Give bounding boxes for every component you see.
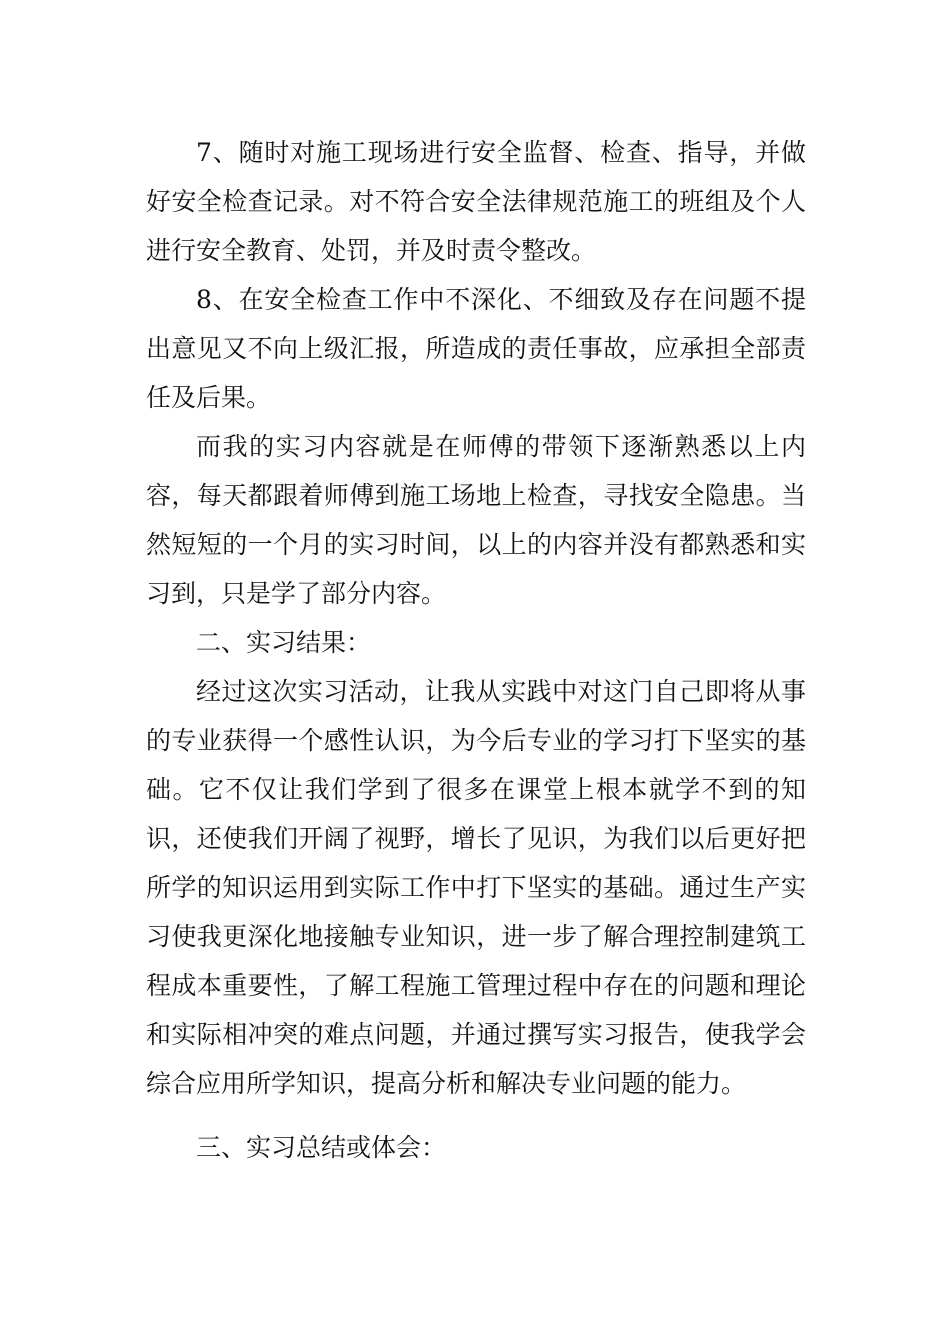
section-heading-summary: 三、实习总结或体会：: [196, 1133, 447, 1162]
paragraph-internship-results: 经过这次实习活动，让我从实践中对这门自己即将从事的专业获得一个感性认识，为今后专业的学习打下坚实的基础。它不仅让我们学到了很多在课堂上根本就学不到的知识，还使我们开阔了视野，增长了见识，为我们以后更好把所学的知识运用到实际工作中打下坚实的基础。通过生产实习使我更深化地接触专业知识，进一步了解合理控制建筑工程成本重要性，了解工程施工管理过程中存在的问题和理论和实际相冲突的难点问题，并通过撰写实习报告，使我学会综合应用所学知识，提高分析和解决专业问题的能力。: [146, 677, 806, 1098]
section-heading-results: 二、实习结果：: [196, 628, 372, 657]
document-page: [146, 128, 806, 1172]
paragraph-internship-content: 而我的实习内容就是在师傅的带领下逐渐熟悉以上内容，每天都跟着师傅到施工场地上检查，寻找安全隐患。当然短短的一个月的实习时间，以上的内容并没有都熟悉和实习到，只是学了部分内容。: [146, 432, 806, 608]
paragraph-item-7: 7、随时对施工现场进行安全监督、检查、指导，并做好安全检查记录。对不符合安全法律规范施工的班组及个人进行安全教育、处罚，并及时责令整改。: [146, 138, 806, 265]
paragraph-item-8: 8、在安全检查工作中不深化、不细致及存在问题不提出意见又不向上级汇报，所造成的责任事故，应承担全部责任及后果。: [146, 285, 806, 412]
